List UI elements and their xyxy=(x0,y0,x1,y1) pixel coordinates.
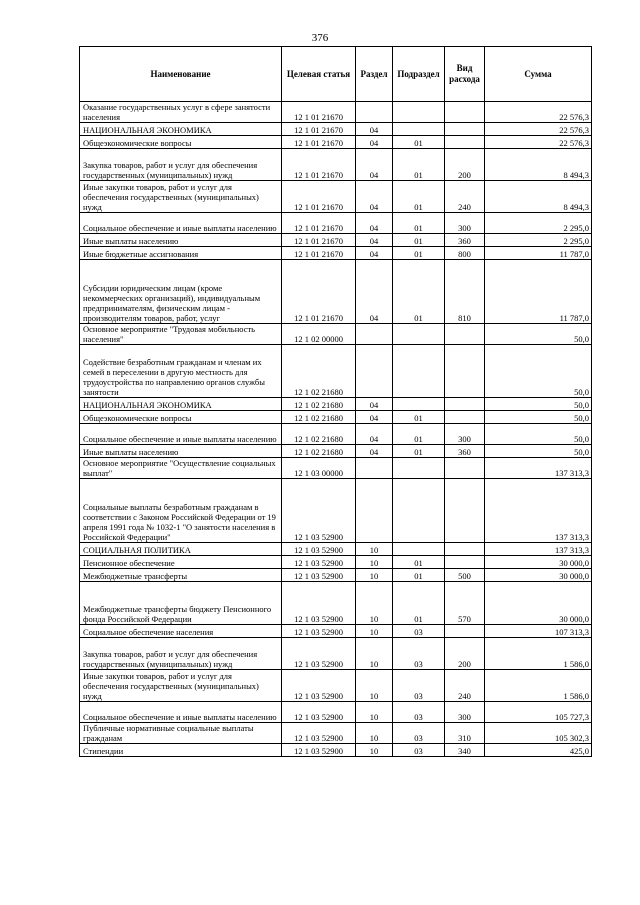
row-amount: 50,0 xyxy=(485,445,592,458)
row-name: Иные бюджетные ассигнования xyxy=(80,247,282,260)
row-target-article: 12 1 03 00000 xyxy=(282,458,356,479)
row-target-article: 12 1 01 21670 xyxy=(282,149,356,181)
row-expense-type xyxy=(445,543,485,556)
row-amount: 22 576,3 xyxy=(485,123,592,136)
row-amount: 137 313,3 xyxy=(485,543,592,556)
row-subsection xyxy=(393,543,445,556)
row-section: 04 xyxy=(356,411,393,424)
row-amount: 1 586,0 xyxy=(485,670,592,702)
row-subsection: 01 xyxy=(393,582,445,625)
row-subsection: 03 xyxy=(393,638,445,670)
row-name: НАЦИОНАЛЬНАЯ ЭКОНОМИКА xyxy=(80,123,282,136)
row-amount: 11 787,0 xyxy=(485,260,592,324)
row-expense-type: 360 xyxy=(445,445,485,458)
row-name: Содействие безработным гражданам и членам их семей в переселении в другую местность для трудоустройства по направлению органов службы занятости xyxy=(80,345,282,398)
row-subsection xyxy=(393,479,445,543)
row-target-article: 12 1 03 52900 xyxy=(282,723,356,744)
row-amount: 137 313,3 xyxy=(485,479,592,543)
row-name: Межбюджетные трансферты xyxy=(80,569,282,582)
row-expense-type xyxy=(445,458,485,479)
row-expense-type xyxy=(445,556,485,569)
row-subsection: 03 xyxy=(393,744,445,757)
row-section: 04 xyxy=(356,136,393,149)
row-target-article: 12 1 03 52900 xyxy=(282,702,356,723)
row-expense-type: 300 xyxy=(445,702,485,723)
row-name: Межбюджетные трансферты бюджету Пенсионного фонда Российской Федерации xyxy=(80,582,282,625)
row-name: СОЦИАЛЬНАЯ ПОЛИТИКА xyxy=(80,543,282,556)
row-target-article: 12 1 01 21670 xyxy=(282,213,356,234)
row-expense-type: 360 xyxy=(445,234,485,247)
row-subsection: 03 xyxy=(393,702,445,723)
table-row xyxy=(80,345,592,398)
row-section: 10 xyxy=(356,582,393,625)
row-section: 04 xyxy=(356,181,393,213)
row-section xyxy=(356,324,393,345)
row-section: 10 xyxy=(356,638,393,670)
row-amount: 50,0 xyxy=(485,324,592,345)
row-target-article: 12 1 03 52900 xyxy=(282,479,356,543)
row-target-article: 12 1 01 21670 xyxy=(282,247,356,260)
row-expense-type: 310 xyxy=(445,723,485,744)
row-expense-type xyxy=(445,102,485,123)
table-row xyxy=(80,582,592,625)
row-section: 10 xyxy=(356,543,393,556)
row-subsection: 01 xyxy=(393,260,445,324)
row-target-article: 12 1 03 52900 xyxy=(282,744,356,757)
row-target-article: 12 1 01 21670 xyxy=(282,234,356,247)
table-row xyxy=(80,479,592,543)
row-section: 10 xyxy=(356,569,393,582)
row-expense-type xyxy=(445,479,485,543)
header-target-article: Целевая статья xyxy=(282,47,356,102)
row-subsection: 03 xyxy=(393,625,445,638)
row-name: Закупка товаров, работ и услуг для обеспечения государственных (муниципальных) нужд xyxy=(80,638,282,670)
row-expense-type xyxy=(445,411,485,424)
row-expense-type: 570 xyxy=(445,582,485,625)
row-subsection: 01 xyxy=(393,213,445,234)
row-subsection: 01 xyxy=(393,445,445,458)
row-name: Социальное обеспечение и иные выплаты населению xyxy=(80,213,282,234)
row-target-article: 12 1 03 52900 xyxy=(282,638,356,670)
header-amount: Сумма xyxy=(485,47,592,102)
row-target-article: 12 1 01 21670 xyxy=(282,102,356,123)
table-row xyxy=(80,247,592,260)
row-target-article: 12 1 02 21680 xyxy=(282,445,356,458)
row-target-article: 12 1 03 52900 xyxy=(282,543,356,556)
row-name: Социальное обеспечение населения xyxy=(80,625,282,638)
table-row xyxy=(80,670,592,702)
table-row xyxy=(80,723,592,744)
table-row xyxy=(80,445,592,458)
row-subsection xyxy=(393,324,445,345)
row-section xyxy=(356,345,393,398)
table-row xyxy=(80,569,592,582)
row-name: Закупка товаров, работ и услуг для обеспечения государственных (муниципальных) нужд xyxy=(80,149,282,181)
row-amount: 8 494,3 xyxy=(485,181,592,213)
table-row xyxy=(80,625,592,638)
row-target-article: 12 1 01 21670 xyxy=(282,181,356,213)
table-row xyxy=(80,102,592,123)
row-amount: 425,0 xyxy=(485,744,592,757)
row-target-article: 12 1 01 21670 xyxy=(282,123,356,136)
row-expense-type: 240 xyxy=(445,181,485,213)
row-name: Основное мероприятие "Трудовая мобильность населения" xyxy=(80,324,282,345)
row-subsection xyxy=(393,345,445,398)
row-subsection xyxy=(393,458,445,479)
row-amount: 50,0 xyxy=(485,411,592,424)
row-name: Иные выплаты населению xyxy=(80,445,282,458)
row-target-article: 12 1 02 21680 xyxy=(282,411,356,424)
row-section: 10 xyxy=(356,744,393,757)
row-name: Основное мероприятие "Осуществление социальных выплат" xyxy=(80,458,282,479)
row-amount: 105 302,3 xyxy=(485,723,592,744)
row-section: 10 xyxy=(356,556,393,569)
row-section: 04 xyxy=(356,247,393,260)
row-expense-type: 200 xyxy=(445,638,485,670)
row-section: 10 xyxy=(356,670,393,702)
row-target-article: 12 1 01 21670 xyxy=(282,136,356,149)
row-expense-type: 240 xyxy=(445,670,485,702)
row-name: Иные выплаты населению xyxy=(80,234,282,247)
row-subsection: 03 xyxy=(393,723,445,744)
row-subsection: 01 xyxy=(393,181,445,213)
header-section: Раздел xyxy=(356,47,393,102)
row-expense-type: 200 xyxy=(445,149,485,181)
row-target-article: 12 1 01 21670 xyxy=(282,260,356,324)
row-subsection: 01 xyxy=(393,569,445,582)
table-row xyxy=(80,543,592,556)
row-target-article: 12 1 02 21680 xyxy=(282,345,356,398)
row-name: Общеэкономические вопросы xyxy=(80,411,282,424)
row-expense-type: 300 xyxy=(445,213,485,234)
table-row xyxy=(80,181,592,213)
table-row xyxy=(80,136,592,149)
budget-table xyxy=(79,46,592,757)
row-expense-type xyxy=(445,136,485,149)
row-section: 10 xyxy=(356,723,393,744)
row-amount: 1 586,0 xyxy=(485,638,592,670)
row-target-article: 12 1 02 21680 xyxy=(282,398,356,411)
row-expense-type: 340 xyxy=(445,744,485,757)
row-subsection: 01 xyxy=(393,411,445,424)
row-name: Социальное обеспечение и иные выплаты населению xyxy=(80,702,282,723)
table-body xyxy=(80,102,592,757)
row-name: Социальные выплаты безработным гражданам в соответствии с Законом Российской Федерации от 19 апреля 1991 года № 1032-1 "О занятости населения в Российской Федерации" xyxy=(80,479,282,543)
row-name: Субсидии юридическим лицам (кроме некоммерческих организаций), индивидуальным предпринимателям, физическим лицам - производителям товаров, работ, услуг xyxy=(80,260,282,324)
row-subsection: 01 xyxy=(393,424,445,445)
row-expense-type: 500 xyxy=(445,569,485,582)
row-target-article: 12 1 03 52900 xyxy=(282,582,356,625)
table-row xyxy=(80,638,592,670)
row-expense-type xyxy=(445,398,485,411)
row-name: Иные закупки товаров, работ и услуг для обеспечения государственных (муниципальных) нужд xyxy=(80,670,282,702)
table-row xyxy=(80,424,592,445)
row-section: 04 xyxy=(356,149,393,181)
table-row xyxy=(80,398,592,411)
row-name: Общеэкономические вопросы xyxy=(80,136,282,149)
row-subsection: 01 xyxy=(393,149,445,181)
row-expense-type xyxy=(445,123,485,136)
table-row xyxy=(80,458,592,479)
row-amount: 30 000,0 xyxy=(485,582,592,625)
row-amount: 22 576,3 xyxy=(485,136,592,149)
row-amount: 50,0 xyxy=(485,398,592,411)
table-row xyxy=(80,324,592,345)
row-section: 04 xyxy=(356,445,393,458)
row-section xyxy=(356,102,393,123)
row-name: НАЦИОНАЛЬНАЯ ЭКОНОМИКА xyxy=(80,398,282,411)
row-expense-type: 810 xyxy=(445,260,485,324)
row-amount: 50,0 xyxy=(485,424,592,445)
row-subsection: 01 xyxy=(393,556,445,569)
row-amount: 11 787,0 xyxy=(485,247,592,260)
row-subsection xyxy=(393,398,445,411)
row-expense-type: 800 xyxy=(445,247,485,260)
row-subsection xyxy=(393,102,445,123)
row-amount: 22 576,3 xyxy=(485,102,592,123)
row-target-article: 12 1 03 52900 xyxy=(282,556,356,569)
row-section: 10 xyxy=(356,625,393,638)
row-amount: 137 313,3 xyxy=(485,458,592,479)
row-name: Публичные нормативные социальные выплаты гражданам xyxy=(80,723,282,744)
row-section xyxy=(356,479,393,543)
row-subsection xyxy=(393,123,445,136)
row-amount: 2 295,0 xyxy=(485,213,592,234)
row-amount: 105 727,3 xyxy=(485,702,592,723)
header-expense-type: Вид расхода xyxy=(445,47,485,102)
table-row xyxy=(80,149,592,181)
row-amount: 107 313,3 xyxy=(485,625,592,638)
row-expense-type xyxy=(445,324,485,345)
row-expense-type xyxy=(445,345,485,398)
row-target-article: 12 1 03 52900 xyxy=(282,670,356,702)
row-expense-type xyxy=(445,625,485,638)
row-name: Иные закупки товаров, работ и услуг для обеспечения государственных (муниципальных) нужд xyxy=(80,181,282,213)
row-section: 04 xyxy=(356,123,393,136)
row-name: Стипендии xyxy=(80,744,282,757)
header-subsection: Подраздел xyxy=(393,47,445,102)
table-row xyxy=(80,213,592,234)
row-subsection: 01 xyxy=(393,247,445,260)
row-subsection: 03 xyxy=(393,670,445,702)
table-header xyxy=(80,47,592,102)
row-target-article: 12 1 03 52900 xyxy=(282,625,356,638)
row-name: Оказание государственных услуг в сфере занятости населения xyxy=(80,102,282,123)
row-section: 04 xyxy=(356,424,393,445)
row-name: Социальное обеспечение и иные выплаты населению xyxy=(80,424,282,445)
row-amount: 2 295,0 xyxy=(485,234,592,247)
row-target-article: 12 1 02 00000 xyxy=(282,324,356,345)
header-name: Наименование xyxy=(80,47,282,102)
table-row xyxy=(80,260,592,324)
row-expense-type: 300 xyxy=(445,424,485,445)
row-amount: 30 000,0 xyxy=(485,556,592,569)
table-row xyxy=(80,411,592,424)
row-target-article: 12 1 03 52900 xyxy=(282,569,356,582)
row-amount: 50,0 xyxy=(485,345,592,398)
row-section: 10 xyxy=(356,702,393,723)
row-name: Пенсионное обеспечение xyxy=(80,556,282,569)
row-subsection: 01 xyxy=(393,136,445,149)
table-row xyxy=(80,123,592,136)
row-section: 04 xyxy=(356,260,393,324)
row-section: 04 xyxy=(356,213,393,234)
row-subsection: 01 xyxy=(393,234,445,247)
table-row xyxy=(80,234,592,247)
row-section xyxy=(356,458,393,479)
table-row xyxy=(80,556,592,569)
row-amount: 8 494,3 xyxy=(485,149,592,181)
row-section: 04 xyxy=(356,398,393,411)
row-amount: 30 000,0 xyxy=(485,569,592,582)
row-section: 04 xyxy=(356,234,393,247)
page-number: 376 xyxy=(311,32,329,44)
table-row xyxy=(80,702,592,723)
row-target-article: 12 1 02 21680 xyxy=(282,424,356,445)
table-row xyxy=(80,744,592,757)
